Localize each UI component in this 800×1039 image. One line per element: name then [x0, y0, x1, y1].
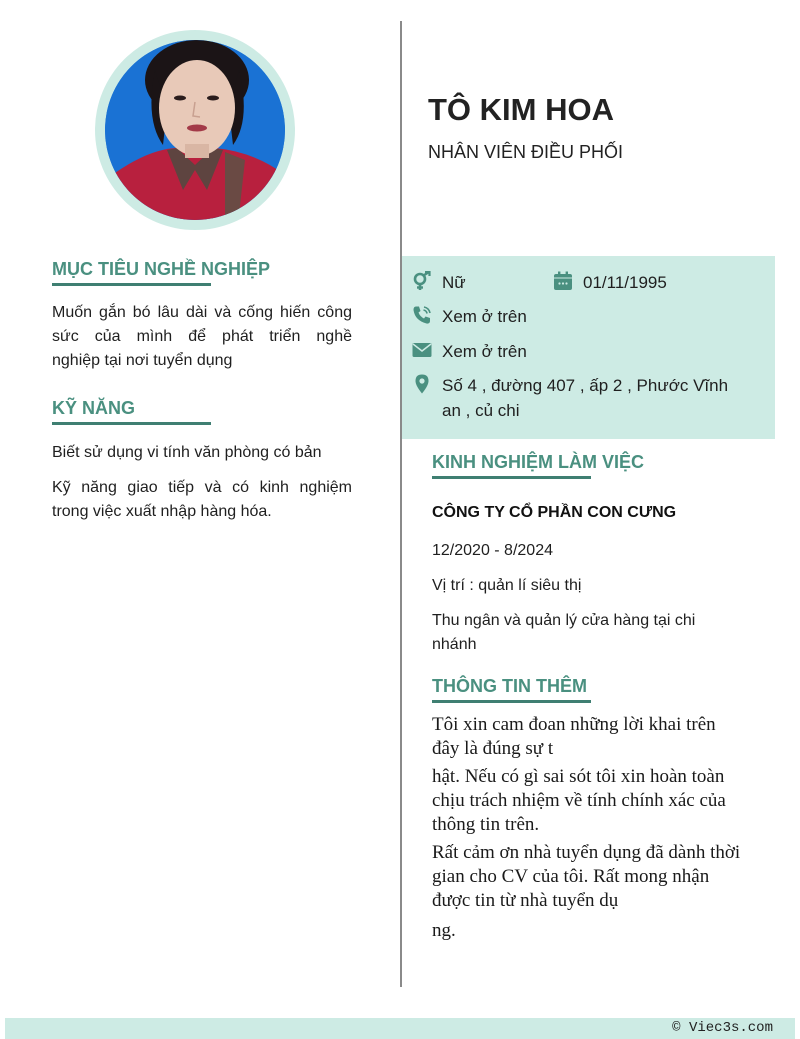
objective-text [52, 301, 352, 373]
email-value: Xem ở trên [442, 342, 527, 361]
experience-title: KINH NGHIỆM LÀM VIỆC [432, 452, 645, 472]
avatar [105, 40, 285, 220]
paragraph-line: Tôi xin cam đoan những lời khai trên [432, 714, 716, 735]
skill-item [52, 476, 352, 524]
skill-line: Biết sử dụng vi tính văn phòng có bản [52, 444, 322, 461]
birthday-value: 01/11/1995 [583, 273, 667, 292]
skill-item [52, 441, 352, 465]
column-divider [400, 21, 402, 987]
skills-title: KỸ NĂNG [52, 398, 136, 418]
additional-underline [432, 700, 591, 703]
footer-bar [5, 1018, 795, 1039]
additional-paragraph [432, 765, 726, 837]
objective-line: nghiệp tại nơi tuyển dụng [52, 352, 233, 369]
envelope-icon [412, 340, 432, 360]
paragraph-line: hật. Nếu có gì sai sót tôi xin hoàn toàn [432, 766, 725, 787]
company-name: CÔNG TY CỔ PHẦN CON CƯNG [432, 504, 677, 521]
objective-line: sức của mình để phát triển nghề [52, 328, 352, 345]
experience-position: Vị trí : quản lí siêu thị [432, 577, 582, 594]
description-line: nhánh [432, 636, 477, 653]
skill-line: trong việc xuất nhập hàng hóa. [52, 503, 272, 520]
profile-photo [105, 40, 285, 220]
description-line: Thu ngân và quản lý cửa hàng tại chi [432, 612, 696, 629]
additional-paragraph [432, 919, 456, 943]
address-value [442, 373, 728, 423]
experience-underline [432, 476, 591, 479]
experience-description [432, 609, 752, 657]
skills-underline [52, 422, 211, 425]
calendar-icon [553, 271, 573, 291]
phone-icon [412, 305, 432, 325]
map-marker-icon [412, 374, 432, 394]
objective-underline [52, 283, 211, 286]
paragraph-line: thông tin trên. [432, 814, 540, 835]
paragraph-line: chịu trách nhiệm về tính chính xác của [432, 790, 726, 811]
objective-title: MỤC TIÊU NGHỀ NGHIỆP [52, 259, 271, 279]
footer-copyright[interactable]: © Viec3s.com [672, 1020, 773, 1036]
paragraph-line: ng. [432, 920, 456, 941]
address-line: Số 4 , đường 407 , ấp 2 , Phước Vĩnh [442, 376, 729, 395]
paragraph-line: đây là đúng sự t [432, 738, 554, 759]
additional-title: THÔNG TIN THÊM [432, 676, 587, 696]
additional-paragraph [432, 713, 716, 761]
experience-period: 12/2020 - 8/2024 [432, 542, 553, 559]
address-line: an , củ chi [442, 401, 520, 420]
skill-line: Kỹ năng giao tiếp và có kinh nghiệm [52, 479, 352, 496]
gender-value: Nữ [442, 273, 466, 292]
phone-value: Xem ở trên [442, 307, 527, 326]
paragraph-line: gian cho CV của tôi. Rất mong nhận [432, 866, 710, 887]
additional-paragraph [432, 841, 740, 913]
job-title: NHÂN VIÊN ĐIỀU PHỐI [428, 142, 624, 162]
paragraph-line: Rất cảm ơn nhà tuyển dụng đã dành thời [432, 842, 741, 863]
objective-line: Muốn gắn bó lâu dài và cống hiến công [52, 304, 352, 321]
gender-icon [412, 271, 432, 291]
candidate-name: TÔ KIM HOA [428, 92, 614, 127]
paragraph-line: được tin từ nhà tuyển dụ [432, 890, 619, 911]
